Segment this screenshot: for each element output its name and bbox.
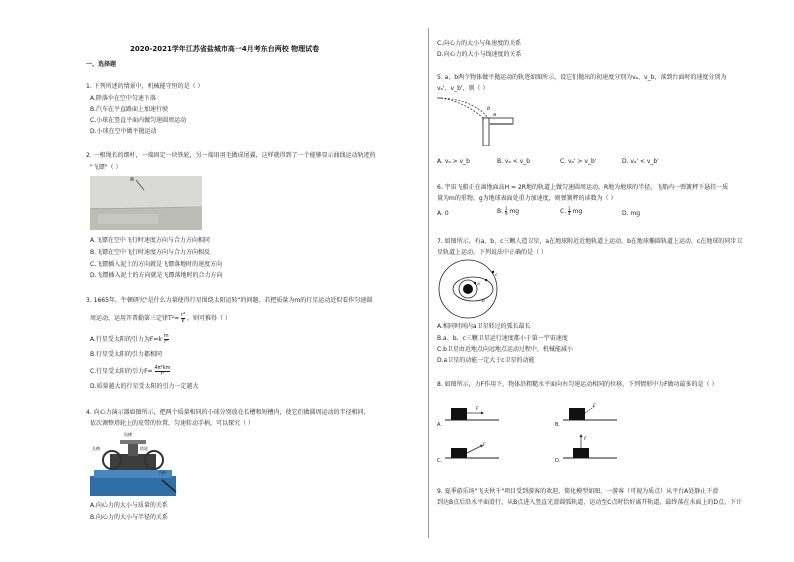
q3-option-b: B.行星受太阳的引力都相同 [90,351,163,358]
q5-stem-line1: 5. a、b两个物体做平抛运动的轨迹如图所示，设它们抛出的初速度分别为vₐ、v_b，落到台面时的速度分别为 [437,74,727,81]
q3-stem-end: ，则可推得（ ） [187,315,231,322]
q3-option-c [90,366,170,377]
q3-option-a-top: m [163,333,169,339]
force-label-a: F [476,407,479,412]
orbit-label-c: c [495,273,498,278]
projectile-label-b: b [487,106,491,112]
q3-option-c-text: C.行星受太阳的引力F= [90,368,153,375]
option-label-c: C. [437,458,443,464]
q3-stem-line1: 3. 1665年，牛顿研究"是什么力量使得行星围绕太阳运转"的问题。若把质量为m的行星运动近似看作匀速圆 [86,297,373,304]
q3-stem-text: 周运动，运用开普勒第三定律T²= [90,315,180,322]
q1-stem: 1. 下列所述的情景中，机械能守恒的是（ ） [86,83,204,90]
q3-stem-line2 [90,313,231,324]
centripetal-apparatus [90,430,180,498]
dart-photo-icon [90,176,202,230]
q6-option-c-top: 1 [568,206,571,211]
q6-option-b-bottom: 9 [504,211,508,216]
q4-option-c: C.向心力的大小与角速度的关系 [437,40,522,47]
column-divider [428,28,429,538]
q1-option-a: A.降落伞在空中匀速下落 [90,95,156,102]
q8-stem: 8. 如图所示，力F作用下，物体沿粗糙水平面向右匀速运动相同的位移，下列情形中力F做功最多的是（ ） [437,381,718,388]
q2-stem-line2: "飞镖"（ ） [90,164,122,171]
q3-option-a-text: A.行星受太阳的引力为F=k [90,336,162,343]
dart-photo [90,176,202,230]
q3-option-a-fraction [164,334,169,345]
q6-option-a: A. 0 [437,210,449,217]
q6-option-c-text: C. [560,208,569,215]
force-block-diagram-icon [437,400,647,464]
page-title: 2020-2021学年江苏省盐城市高一4月考东台两校 物理试卷 [130,45,320,53]
q6-option-b-tail: mg [509,208,520,215]
q4-option-b: B.向心力的大小与半径的关系 [90,514,169,521]
projectile-diagram-icon [437,96,517,146]
q7-option-a: A.相同时间内a卫星转过的弧长最长 [437,323,531,330]
q2-stem-line1: 2. 一根绳长的细杆，一端固定一块铁轮，另一端用羽毛做成尾翼，这样就得到了一个能够显示曲线运动轨迹的 [86,152,376,159]
q5-option-a: A. vₐ > v_b [437,158,470,165]
q2-option-b: B.飞镖在空中飞行时速度方向与合力方向相反 [90,249,211,256]
apparatus-label-short-groove: 短槽 [124,432,132,437]
q6-stem-line2: 量为m的重物，g为地球表面处重力加速度，则弹簧秤的读数为（ ） [437,195,617,202]
apparatus-label-tower-wheel: 塔轮 [140,446,148,451]
q3-option-c-top: 4π²km [154,365,171,371]
q9-stem-line2: 到达B点后沿水平面滑行，从B点进入竖直光滑圆弧轨道，运动至C点时恰好离开轨道，最终落在水面上的D点，下计 [437,499,743,506]
q6-option-b-top: 1 [504,206,508,211]
q7-stem-line1: 7. 如图所示，有a、b、c三颗人造卫星，a在地球附近近地轨道上运动，b在地球椭圆轨道上运动，c在地球的同步卫 [437,238,743,245]
q3-fraction-bottom: k [181,318,185,324]
q3-fraction-top: r³ [181,312,186,318]
centripetal-apparatus-icon [90,430,180,498]
satellite-orbits-diagram [437,258,503,322]
q2-option-c: C.飞镖插入泥土的方向就是飞镖落地时的速度方向 [90,261,223,268]
orbit-label-b: b [482,299,485,304]
q7-stem-line2: 星轨道上运动，下列说法中正确的是（ ） [437,249,547,256]
q5-stem-line2: vₐ'、v_b'，则（ ） [437,85,489,92]
q1-option-c: C.小球在竖直平面内做匀速圆周运动 [90,117,187,124]
q4-stem-line1: 4. 向心力演示器如图所示，把两个质量相同的小球分别放在长槽和短槽内，使它们做圆周运动的半径相同， [86,409,370,416]
q2-option-d: D.飞镖插入泥土的方向就是飞镖落地时的合力方向 [90,272,223,279]
projectile-diagram [437,96,517,146]
orbit-label-a: a [477,282,480,287]
satellite-orbits-diagram-icon [437,258,503,322]
apparatus-label-long-groove: 长槽 [92,446,100,451]
force-label-c: F [483,443,486,448]
q9-stem-line1: 9. 夏季游乐场"飞天秋千"项目受到游客的欢迎，简化模型如图，一游客（可视为质点）从平台A处静止下滑 [437,488,719,495]
q6-option-c [560,207,582,216]
q2-option-a: A.飞镖在空中飞行时速度方向与合力方向相同 [90,237,210,244]
option-label-d: D. [555,458,561,464]
q7-option-c: C.b卫星由近地点向远地点运动过程中，机械能减小 [437,346,573,353]
q7-option-b: B.a、b、c三颗卫星运行速度都小于第一宇宙速度 [437,335,568,342]
q3-option-a [90,334,169,345]
q6-option-b [497,207,519,216]
projectile-label-a: a [493,112,497,118]
option-label-b: B. [555,422,561,428]
q5-option-b: B. vₐ < v_b [497,158,531,165]
q3-option-c-bottom: r² [160,371,165,377]
q6-option-c-tail: mg [572,208,583,215]
apparatus-label-handle: 手柄 [158,470,166,475]
q4-stem-line2: 依次调整塔轮上的皮带的位置，匀速转动手柄，可以探究（ ） [90,420,254,427]
q7-option-d: D.a卫星的动能一定大于c卫星的动能 [437,357,535,364]
q4-option-d: D.向心力的大小与线速度的关系 [437,51,522,58]
section-heading: 一、选择题 [86,61,117,68]
force-block-diagram [437,400,647,464]
q5-option-c: C. vₐ' > v_b' [560,158,597,165]
q3-option-c-fraction [155,366,171,377]
q6-option-b-fraction [505,207,508,216]
q3-option-a-bottom: r² [164,339,169,345]
q6-option-b-text: B. [497,208,505,215]
q6-stem-line1: 6. 宇宙飞船正在离地面高H = 2R地的轨道上做匀速圆周运动，R地为地球的半径，飞船内一弹簧秤下悬挂一质 [437,184,729,191]
q1-option-b: B.汽车在平直路面上加速行驶 [90,106,169,113]
q3-fraction [181,313,185,324]
q5-option-d: D. vₐ' < v_b' [622,158,659,165]
q1-option-d: D.小球在空中做平抛运动 [90,128,157,135]
option-label-a: A. [437,422,442,428]
force-label-d: F [584,437,587,442]
q6-option-c-fraction [568,207,571,216]
q3-option-d: D.质量越大的行星受太阳的引力一定越大 [90,383,199,390]
q6-option-c-bottom: 4 [568,211,571,216]
force-label-b: F [593,404,596,409]
q6-option-d: D. mg [622,210,641,217]
q4-option-a: A.向心力的大小与质量的关系 [90,502,168,509]
